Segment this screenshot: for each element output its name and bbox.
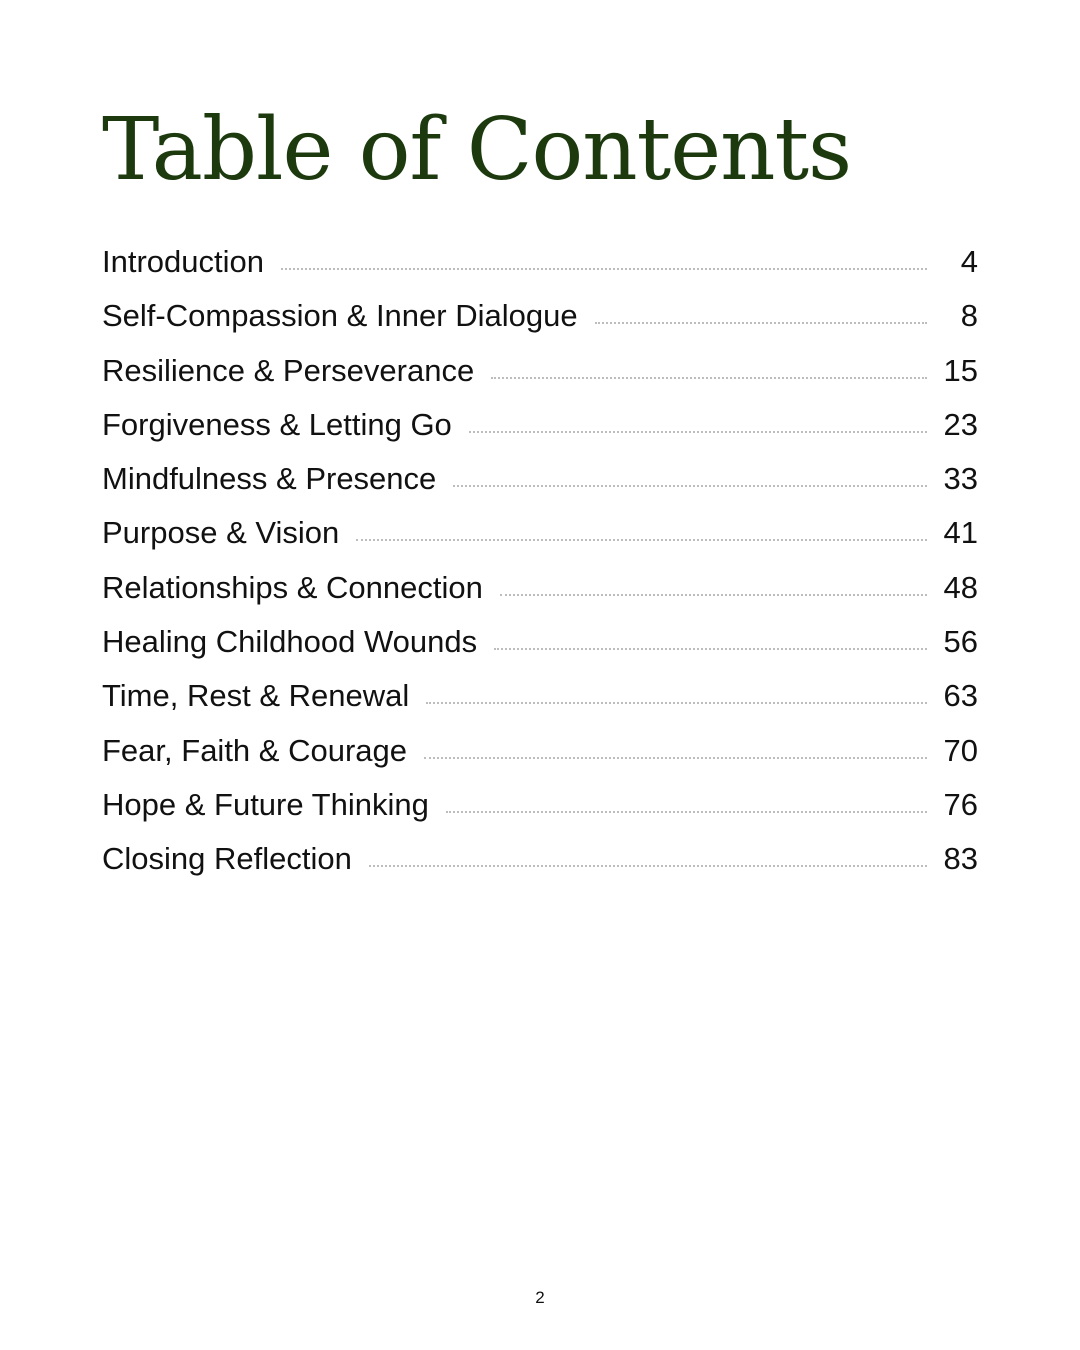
toc-dot-leader xyxy=(356,539,926,541)
toc-entry[interactable] xyxy=(102,671,978,725)
toc-entry[interactable] xyxy=(102,563,978,617)
toc-entry-page: 70 xyxy=(943,732,978,768)
toc-entry-title: Relationships & Connection xyxy=(102,569,483,605)
toc-entry-page: 23 xyxy=(943,406,978,442)
toc-entry-title: Hope & Future Thinking xyxy=(102,786,429,822)
toc-entry-page: 15 xyxy=(943,352,978,388)
page-number: 2 xyxy=(535,1288,545,1307)
toc-entry-page: 8 xyxy=(960,298,978,334)
toc-dot-leader xyxy=(424,757,927,759)
toc-entry-title: Forgiveness & Letting Go xyxy=(102,406,452,442)
toc-entry[interactable] xyxy=(102,780,978,834)
toc-entry-title: Closing Reflection xyxy=(102,841,352,877)
toc-entry[interactable] xyxy=(102,726,978,780)
toc-entry-page: 56 xyxy=(943,624,978,660)
toc-dot-leader xyxy=(453,485,926,487)
toc-entry[interactable] xyxy=(102,617,978,671)
toc-entry-page: 63 xyxy=(943,678,978,714)
toc-entry[interactable] xyxy=(102,237,978,291)
toc-entry-title: Self-Compassion & Inner Dialogue xyxy=(102,298,578,334)
toc-dot-leader xyxy=(426,702,926,704)
page-title: Table of Contents xyxy=(102,100,852,200)
toc-entry-title: Purpose & Vision xyxy=(102,515,340,551)
toc-dot-leader xyxy=(494,648,926,650)
toc-entry[interactable] xyxy=(102,454,978,508)
toc-entry-title: Fear, Faith & Courage xyxy=(102,732,407,768)
toc-entry[interactable] xyxy=(102,291,978,345)
toc-dot-leader xyxy=(369,865,927,867)
table-of-contents xyxy=(102,237,978,889)
toc-entry[interactable] xyxy=(102,400,978,454)
toc-entry[interactable] xyxy=(102,508,978,562)
toc-dot-leader xyxy=(281,268,927,270)
toc-entry[interactable] xyxy=(102,834,978,888)
toc-entry-title: Introduction xyxy=(102,244,264,279)
toc-dot-leader xyxy=(500,594,927,596)
toc-dot-leader xyxy=(595,322,927,324)
toc-entry-page: 41 xyxy=(943,515,978,551)
toc-dot-leader xyxy=(469,431,927,433)
toc-entry-page: 33 xyxy=(943,461,978,497)
toc-entry-page: 76 xyxy=(943,786,978,822)
toc-entry-title: Resilience & Perseverance xyxy=(102,352,475,388)
toc-dot-leader xyxy=(491,377,926,379)
toc-entry-page: 83 xyxy=(943,841,978,877)
toc-dot-leader xyxy=(446,811,927,813)
toc-entry[interactable] xyxy=(102,346,978,400)
toc-entry-page: 4 xyxy=(960,244,978,279)
toc-entry-page: 48 xyxy=(943,569,978,605)
toc-entry-title: Healing Childhood Wounds xyxy=(102,624,478,660)
toc-entry-title: Time, Rest & Renewal xyxy=(102,678,410,714)
toc-entry-title: Mindfulness & Presence xyxy=(102,461,437,497)
